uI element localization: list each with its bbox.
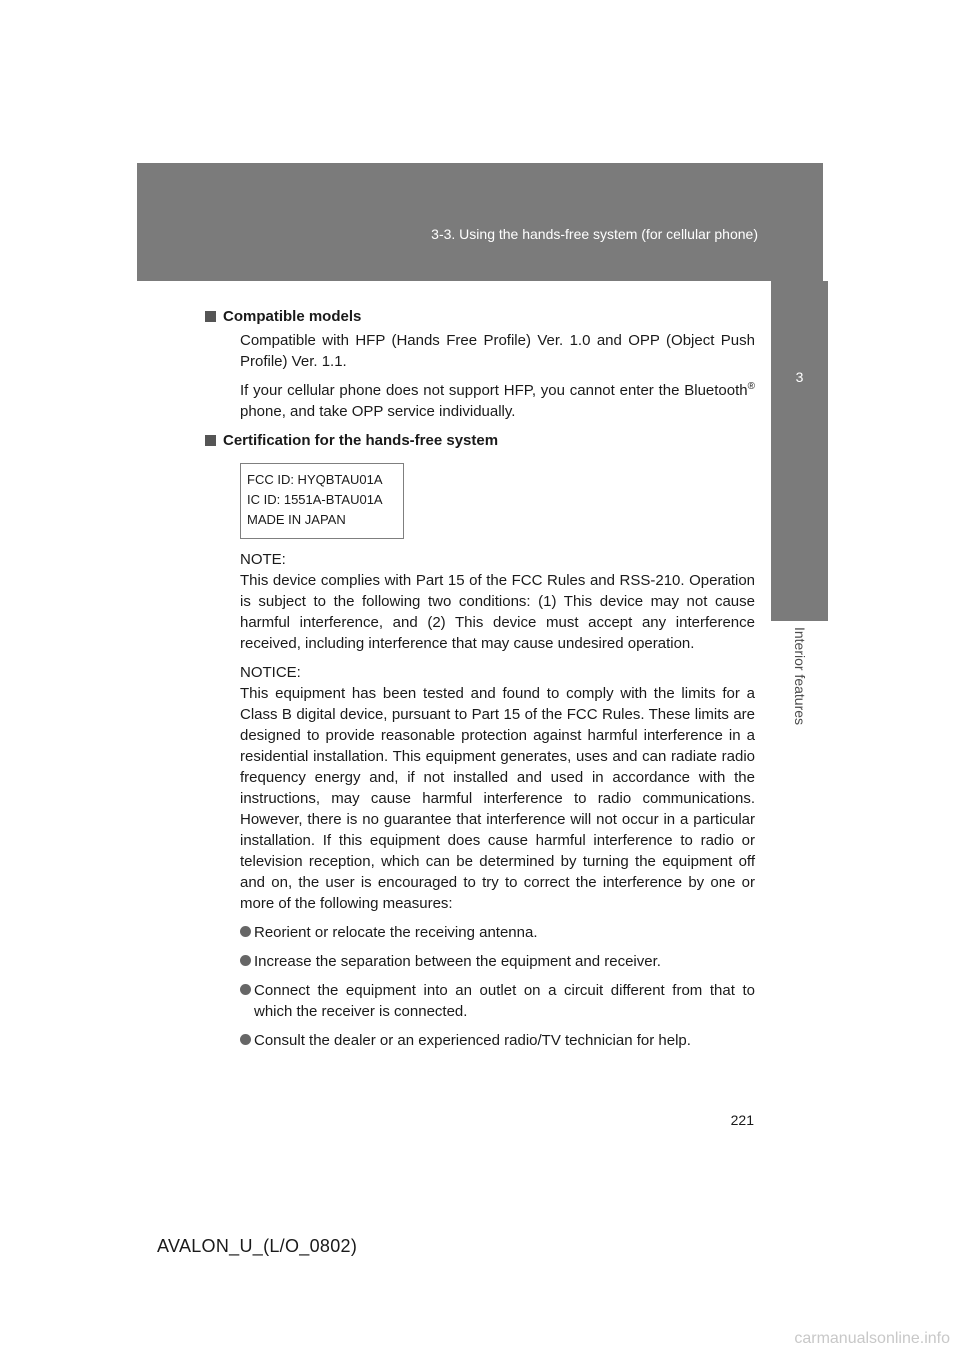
compatible-para-2-start: If your cellular phone does not support HFP, you cannot enter the Bluetooth xyxy=(240,382,748,399)
compatible-para-2-end: phone, and take OPP service individually. xyxy=(240,403,516,420)
compatible-para-2 xyxy=(240,380,755,422)
notice-label: NOTICE: xyxy=(240,664,301,681)
registered-mark: ® xyxy=(747,381,755,392)
list-item xyxy=(240,951,755,972)
certification-heading xyxy=(205,430,755,451)
watermark: carmanualsonline.info xyxy=(794,1330,950,1347)
measure-text: Consult the dealer or an experienced radio/TV technician for help. xyxy=(254,1032,691,1049)
compatible-para-1: Compatible with HFP (Hands Free Profile) Ver. 1.0 and OPP (Object Push Profile) Ver. 1.1. xyxy=(240,332,755,370)
notice-text: This equipment has been tested and found to comply with the limits for a Class B digital device, pursuant to Part 15 of the FCC Rules. These limits are designed to provide reasonable protection against harmful interference in a residential installation. This equipment generates, uses and can radiate radio frequency energy and, if not installed and used in accordance with the instructions, may cause harmful interference to radio communications. However, there is no guarantee that interference will not occur in a particular installation. If this equipment does cause harmful interference to radio or television reception, which can be determined by turning the equipment off and on, the user is encouraged to try to correct the interference by one or more of the following measures: xyxy=(240,685,755,912)
certification-heading-text: Certification for the hands-free system xyxy=(223,432,499,449)
compatible-models-heading-text: Compatible models xyxy=(223,308,362,325)
certification-body xyxy=(223,549,755,914)
ic-id: IC ID: 1551A-BTAU01A xyxy=(247,492,383,507)
list-item xyxy=(240,980,755,1022)
chapter-tab xyxy=(771,281,828,621)
header-band xyxy=(137,163,823,281)
measure-text: Reorient or relocate the receiving antenna. xyxy=(254,924,538,941)
chapter-number: 3 xyxy=(795,369,804,385)
circle-bullet-icon xyxy=(240,955,251,966)
page-number: 221 xyxy=(730,1112,754,1128)
circle-bullet-icon xyxy=(240,984,251,995)
square-bullet-icon xyxy=(205,311,216,322)
list-item xyxy=(240,1030,755,1051)
compatible-models-heading xyxy=(205,306,755,327)
compatible-models-body xyxy=(223,330,755,422)
circle-bullet-icon xyxy=(240,926,251,937)
square-bullet-icon xyxy=(205,435,216,446)
chapter-label: Interior features xyxy=(791,626,808,726)
certification-label-box xyxy=(240,463,404,539)
page-content xyxy=(223,306,755,1059)
measures-list xyxy=(223,922,755,1051)
note-text: This device complies with Part 15 of the FCC Rules and RSS-210. Operation is subject to the following two conditions: (1) This device may not cause harmful interference, and (2) This device must accept any interference received, including interference that may cause undesired operation. xyxy=(240,572,755,652)
section-title: 3-3. Using the hands-free system (for cellular phone) xyxy=(431,226,758,242)
measure-text: Connect the equipment into an outlet on a circuit different from that to which the receiver is connected. xyxy=(254,982,755,1020)
document-code: AVALON_U_(L/O_0802) xyxy=(157,1236,358,1256)
list-item xyxy=(240,922,755,943)
fcc-id: FCC ID: HYQBTAU01A xyxy=(247,472,383,487)
chapter-label-wrap xyxy=(771,621,828,731)
made-in: MADE IN JAPAN xyxy=(247,512,346,527)
measure-text: Increase the separation between the equipment and receiver. xyxy=(254,953,661,970)
notice-paragraph xyxy=(240,662,755,914)
note-label: NOTE: xyxy=(240,551,286,568)
circle-bullet-icon xyxy=(240,1034,251,1045)
note-paragraph xyxy=(240,549,755,654)
